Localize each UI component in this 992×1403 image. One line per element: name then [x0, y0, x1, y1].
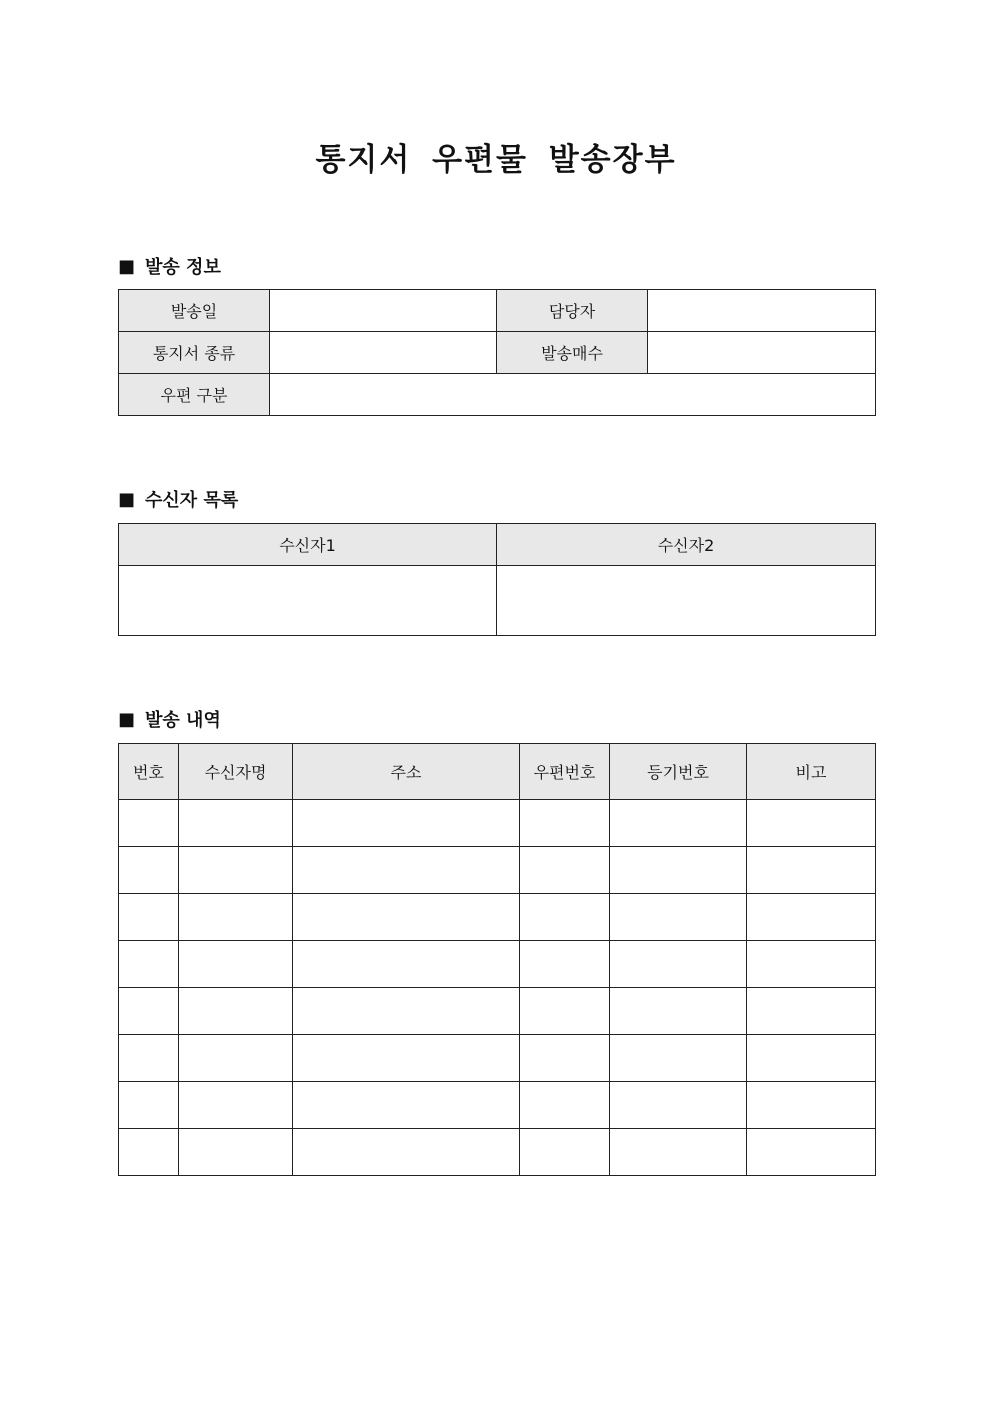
send-info-table: [118, 289, 876, 416]
column-header-number: 번호: [119, 744, 179, 800]
registered-number-cell[interactable]: [610, 988, 747, 1035]
table-row: [119, 988, 876, 1035]
table-row: [119, 332, 876, 374]
square-marker-icon: ■: [118, 255, 136, 277]
address-cell[interactable]: [293, 847, 520, 894]
postal-code-cell[interactable]: [520, 1035, 610, 1082]
registered-number-cell[interactable]: [610, 941, 747, 988]
number-cell[interactable]: [119, 1129, 179, 1176]
column-header-remarks: 비고: [747, 744, 876, 800]
section-heading-info: [118, 253, 221, 279]
number-cell[interactable]: [119, 988, 179, 1035]
table-row: [119, 1082, 876, 1129]
remarks-cell[interactable]: [747, 1035, 876, 1082]
table-row: [119, 566, 876, 636]
recipient-name-cell[interactable]: [179, 847, 293, 894]
address-cell[interactable]: [293, 894, 520, 941]
address-cell[interactable]: [293, 1082, 520, 1129]
address-cell[interactable]: [293, 800, 520, 847]
address-cell[interactable]: [293, 1035, 520, 1082]
section-heading-label: 수신자 목록: [145, 490, 239, 511]
registered-number-cell[interactable]: [610, 1035, 747, 1082]
send-date-label: 발송일: [119, 290, 270, 332]
number-cell[interactable]: [119, 894, 179, 941]
recipient-name-cell[interactable]: [179, 1035, 293, 1082]
table-row: [119, 1129, 876, 1176]
notice-type-field[interactable]: [270, 332, 497, 374]
address-cell[interactable]: [293, 988, 520, 1035]
postal-code-cell[interactable]: [520, 894, 610, 941]
recipient-2-field[interactable]: [497, 566, 876, 636]
recipient-1-field[interactable]: [119, 566, 497, 636]
recipient-name-cell[interactable]: [179, 1129, 293, 1176]
postal-code-cell[interactable]: [520, 941, 610, 988]
recipient-name-cell[interactable]: [179, 941, 293, 988]
number-cell[interactable]: [119, 847, 179, 894]
column-header-postal-code: 우편번호: [520, 744, 610, 800]
postal-code-cell[interactable]: [520, 800, 610, 847]
send-count-label: 발송매수: [497, 332, 648, 374]
recipient-2-header: 수신자2: [497, 524, 876, 566]
remarks-cell[interactable]: [747, 847, 876, 894]
number-cell[interactable]: [119, 941, 179, 988]
recipient-name-cell[interactable]: [179, 1082, 293, 1129]
remarks-cell[interactable]: [747, 800, 876, 847]
table-row: [119, 290, 876, 332]
section-heading-history: [118, 706, 221, 732]
postal-code-cell[interactable]: [520, 1082, 610, 1129]
send-count-field[interactable]: [648, 332, 876, 374]
remarks-cell[interactable]: [747, 988, 876, 1035]
send-history-table: [118, 743, 876, 1176]
document-title: 통지서 우편물 발송장부: [315, 142, 677, 178]
column-header-registered-number: 등기번호: [610, 744, 747, 800]
remarks-cell[interactable]: [747, 894, 876, 941]
recipient-name-cell[interactable]: [179, 894, 293, 941]
mail-type-label: 우편 구분: [119, 374, 270, 416]
number-cell[interactable]: [119, 800, 179, 847]
postal-code-cell[interactable]: [520, 1129, 610, 1176]
table-row: [119, 941, 876, 988]
notice-type-label: 통지서 종류: [119, 332, 270, 374]
table-row: [119, 800, 876, 847]
registered-number-cell[interactable]: [610, 1082, 747, 1129]
square-marker-icon: ■: [118, 708, 136, 730]
number-cell[interactable]: [119, 1035, 179, 1082]
column-header-recipient-name: 수신자명: [179, 744, 293, 800]
remarks-cell[interactable]: [747, 941, 876, 988]
table-row: [119, 894, 876, 941]
manager-field[interactable]: [648, 290, 876, 332]
square-marker-icon: ■: [118, 488, 136, 510]
remarks-cell[interactable]: [747, 1129, 876, 1176]
recipient-name-cell[interactable]: [179, 988, 293, 1035]
number-cell[interactable]: [119, 1082, 179, 1129]
registered-number-cell[interactable]: [610, 800, 747, 847]
section-heading-label: 발송 정보: [145, 257, 221, 278]
recipient-name-cell[interactable]: [179, 800, 293, 847]
registered-number-cell[interactable]: [610, 894, 747, 941]
send-date-field[interactable]: [270, 290, 497, 332]
postal-code-cell[interactable]: [520, 988, 610, 1035]
table-row: [119, 847, 876, 894]
registered-number-cell[interactable]: [610, 1129, 747, 1176]
column-header-address: 주소: [293, 744, 520, 800]
section-heading-label: 발송 내역: [145, 710, 221, 731]
table-header-row: [119, 744, 876, 800]
history-table-body: [119, 800, 876, 1176]
section-heading-recipients: [118, 486, 238, 512]
manager-label: 담당자: [497, 290, 648, 332]
mail-type-field[interactable]: [270, 374, 876, 416]
table-row: [119, 1035, 876, 1082]
registered-number-cell[interactable]: [610, 847, 747, 894]
recipient-1-header: 수신자1: [119, 524, 497, 566]
recipient-table: [118, 523, 876, 636]
remarks-cell[interactable]: [747, 1082, 876, 1129]
address-cell[interactable]: [293, 1129, 520, 1176]
address-cell[interactable]: [293, 941, 520, 988]
table-header-row: [119, 524, 876, 566]
postal-code-cell[interactable]: [520, 847, 610, 894]
table-row: [119, 374, 876, 416]
